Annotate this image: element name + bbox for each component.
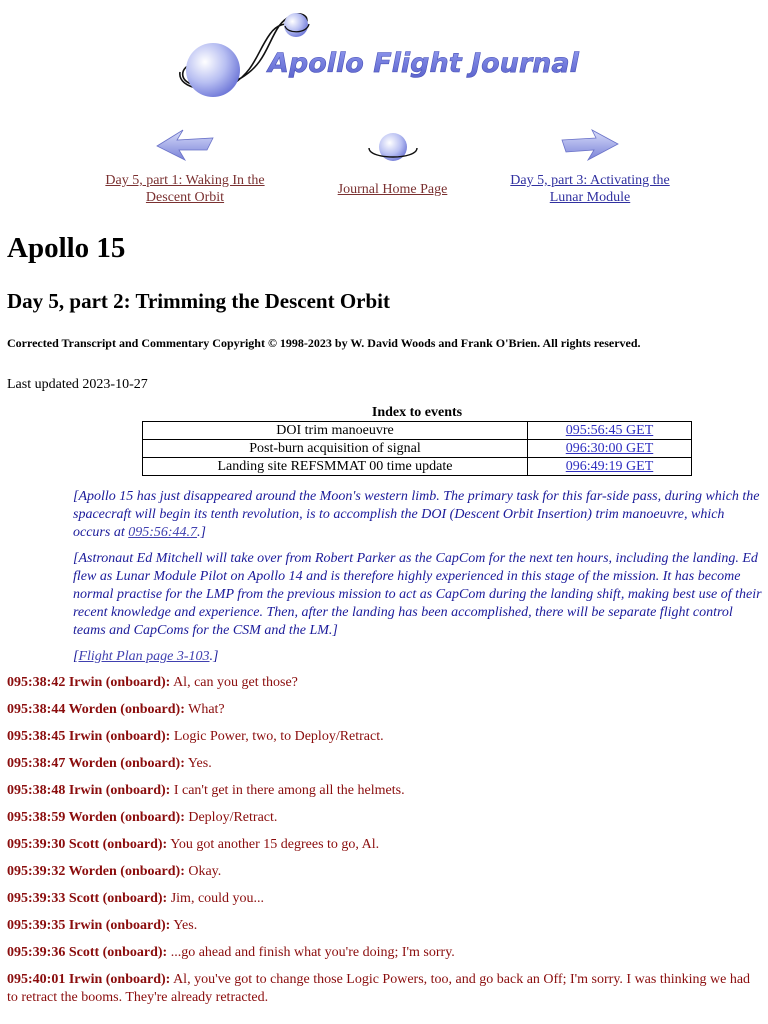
speaker-header: 095:38:59 Worden (onboard):	[7, 810, 185, 825]
apollo-logo-icon	[175, 12, 600, 102]
commentary-text: .]	[209, 649, 219, 664]
transcript-line	[7, 701, 763, 719]
transcript-line	[7, 944, 763, 962]
transcript-line	[7, 674, 763, 692]
commentary-paragraph: [Astronaut Ed Mitchell will take over from Robert Parker as the CapCom for the next ten hours, including the landing. Ed flew as Lunar Module Pilot on Apollo 14 and is therefore highly experienced in this stage of the mission. It has become normal practise for the LMP from the previous mission to act as CapCom during the landing shift, making best use of their recent knowledge and experience. Then, after the landing has been accomplished, there will be separate flight control teams and CapComs for the CSM and the LM.]	[73, 551, 762, 638]
event-name: Landing site REFSMMAT 00 time update	[143, 458, 528, 476]
last-updated: Last updated 2023-10-27	[7, 377, 148, 392]
transcript	[7, 674, 763, 1016]
table-row	[143, 440, 692, 458]
speaker-header: 095:38:45 Irwin (onboard):	[7, 729, 171, 744]
journal-navigation	[0, 128, 768, 208]
transcript-line	[7, 782, 763, 800]
arrow-right-icon[interactable]	[560, 128, 620, 162]
commentary-text: [	[73, 649, 79, 664]
speaker-header: 095:39:30 Scott (onboard):	[7, 837, 168, 852]
speaker-header: 095:39:36 Scott (onboard):	[7, 945, 168, 960]
utterance: Yes.	[184, 756, 212, 771]
speaker-header: 095:39:32 Worden (onboard):	[7, 864, 185, 879]
transcript-line	[7, 755, 763, 773]
event-time-link[interactable]: 096:30:00 GET	[565, 441, 654, 456]
transcript-line	[7, 728, 763, 746]
commentary-text: [Apollo 15 has just disappeared around the Moon's western limb. The primary task for this far-side pass, during which the spacecraft will begin its tenth revolution, is to accomplish the DOI (Descent Orbit Insertion) trim manoeuvre, which occurs at	[73, 489, 760, 540]
utterance: Okay.	[184, 864, 222, 879]
journal-banner	[175, 12, 600, 102]
arrow-left-icon[interactable]	[155, 128, 215, 162]
utterance: What?	[184, 702, 225, 717]
events-index-title: Index to events	[371, 405, 463, 420]
event-time-link[interactable]: 095:56:45 GET	[565, 423, 654, 438]
speaker-header: 095:38:48 Irwin (onboard):	[7, 783, 171, 798]
utterance: You got another 15 degrees to go, Al.	[167, 837, 380, 852]
event-name: DOI trim manoeuvre	[143, 422, 528, 440]
next-part-link[interactable]: Day 5, part 3: Activating the Lunar Module	[510, 173, 670, 205]
transcript-line	[7, 890, 763, 908]
prev-part-link[interactable]: Day 5, part 1: Waking In the Descent Orbit	[105, 173, 265, 205]
timestamp-link[interactable]: 095:56:44.7	[128, 525, 198, 540]
page-subtitle: Day 5, part 2: Trimming the Descent Orbit	[7, 289, 391, 313]
commentary-paragraph	[73, 648, 763, 666]
speaker-header: 095:38:47 Worden (onboard):	[7, 756, 185, 771]
transcript-line	[7, 917, 763, 935]
nav-home	[330, 130, 455, 198]
flight-plan-link[interactable]: Flight Plan page 3-103	[78, 649, 210, 664]
utterance: ...go ahead and finish what you're doing; I'm sorry.	[167, 945, 455, 960]
speaker-header: 095:40:01 Irwin (onboard):	[7, 972, 171, 987]
copyright-notice: Corrected Transcript and Commentary Copyright © 1998-2023 by W. David Woods and Frank O'Brien. All rights reserved.	[7, 336, 641, 350]
utterance: Al, can you get those?	[170, 675, 298, 690]
transcript-line	[7, 863, 763, 881]
event-time-link[interactable]: 096:49:19 GET	[565, 459, 654, 474]
utterance: I can't get in there among all the helmets.	[170, 783, 405, 798]
table-row	[143, 458, 692, 476]
utterance: Yes.	[170, 918, 198, 933]
speaker-header: 095:39:33 Scott (onboard):	[7, 891, 168, 906]
transcript-line	[7, 836, 763, 854]
speaker-header: 095:39:35 Irwin (onboard):	[7, 918, 171, 933]
transcript-line	[7, 971, 763, 1007]
utterance: Al, you've got to change those Logic Powers, too, and go back an Off; I'm sorry. I was thinking we had to retract the booms. They're already retracted.	[7, 972, 751, 1005]
speaker-header: 095:38:44 Worden (onboard):	[7, 702, 185, 717]
utterance: Logic Power, two, to Deploy/Retract.	[170, 729, 384, 744]
commentary-text: .]	[197, 525, 206, 540]
moon-home-icon[interactable]	[366, 130, 420, 166]
page-title: Apollo 15	[7, 232, 126, 264]
events-index	[142, 404, 692, 476]
journal-home-link[interactable]: Journal Home Page	[337, 182, 448, 197]
commentary-paragraph	[73, 488, 763, 542]
utterance: Jim, could you...	[167, 891, 265, 906]
nav-next	[500, 128, 680, 206]
banner-title: Apollo Flight Journal	[268, 48, 579, 79]
events-index-table	[142, 421, 692, 476]
speaker-header: 095:38:42 Irwin (onboard):	[7, 675, 171, 690]
transcript-line	[7, 809, 763, 827]
utterance: Deploy/Retract.	[184, 810, 278, 825]
event-name: Post-burn acquisition of signal	[143, 440, 528, 458]
table-row	[143, 422, 692, 440]
nav-prev	[95, 128, 275, 206]
